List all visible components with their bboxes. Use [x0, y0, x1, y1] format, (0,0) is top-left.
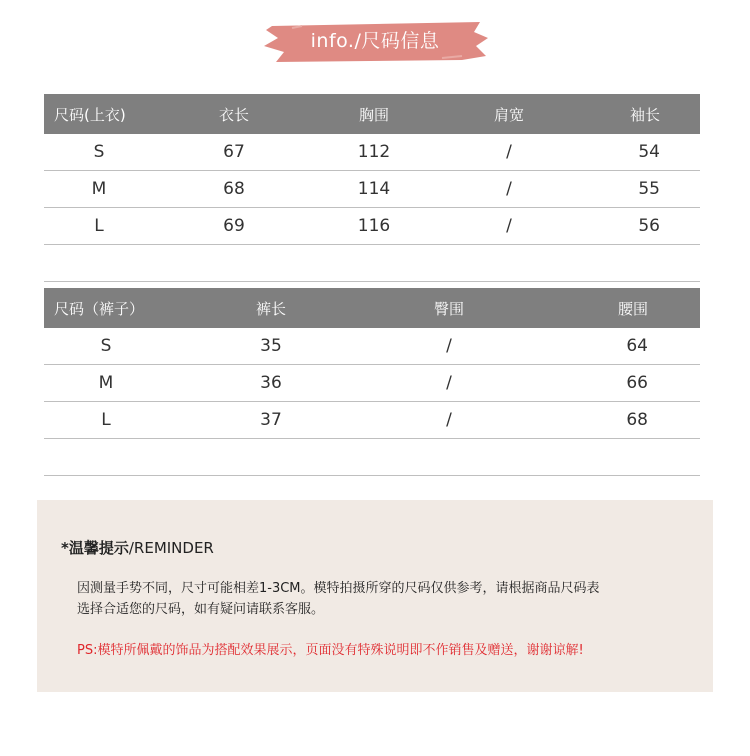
header-length: 裤长: [255, 299, 286, 318]
cell-size: L: [94, 216, 104, 236]
banner-title: info./尺码信息: [310, 30, 440, 52]
cell-size: M: [98, 373, 114, 393]
table-row: [44, 365, 700, 402]
cell-chest: 112: [357, 142, 391, 162]
header-size: 尺码(上衣): [54, 105, 126, 124]
reminder-title-en: /REMINDER: [128, 539, 214, 557]
cell-length: 67: [223, 142, 245, 162]
cell-shoulder: /: [506, 179, 512, 199]
cell-size: S: [93, 142, 105, 162]
cell-sleeve: 55: [638, 179, 660, 199]
header-chest: 胸围: [358, 105, 389, 124]
tops-size-table: [44, 94, 700, 282]
cell-waist: 64: [626, 336, 648, 356]
table-row: [44, 402, 700, 439]
pants-size-table: [44, 288, 700, 476]
reminder-text-line-1: 因测量手势不同，尺寸可能相差1-3CM。模特拍摄所穿的尺码仅供参考，请根据商品尺码表: [77, 581, 600, 596]
cell-length: 68: [223, 179, 245, 199]
cell-length: 37: [260, 410, 282, 430]
cell-size: S: [100, 336, 112, 356]
size-info-banner: [0, 18, 750, 64]
cell-length: 69: [223, 216, 245, 236]
table-row: [44, 328, 700, 365]
table-row: [44, 171, 700, 208]
cell-hip: /: [446, 410, 452, 430]
header-shoulder: 肩宽: [493, 105, 524, 124]
reminder-ps-note: PS:模特所佩戴的饰品为搭配效果展示，页面没有特殊说明即不作销售及赠送，谢谢谅解!: [77, 643, 584, 658]
table-row: [44, 208, 700, 245]
cell-length: 36: [260, 373, 282, 393]
table-header: [44, 94, 700, 134]
cell-waist: 66: [626, 373, 648, 393]
reminder-title: [61, 537, 214, 558]
table-row: [44, 134, 700, 171]
reminder-title-cn: *温馨提示: [61, 539, 129, 557]
table-empty-row: [44, 439, 700, 476]
header-size: 尺码（裤子）: [54, 299, 145, 318]
cell-waist: 68: [626, 410, 648, 430]
cell-hip: /: [446, 373, 452, 393]
header-waist: 腰围: [617, 299, 648, 318]
cell-length: 35: [260, 336, 282, 356]
cell-size: M: [91, 179, 107, 199]
cell-sleeve: 54: [638, 142, 660, 162]
table-empty-row: [44, 245, 700, 282]
header-sleeve: 袖长: [629, 105, 660, 124]
cell-size: L: [101, 410, 111, 430]
cell-chest: 114: [357, 179, 391, 199]
cell-hip: /: [446, 336, 452, 356]
header-length: 衣长: [218, 105, 249, 124]
reminder-panel: [37, 500, 713, 692]
cell-sleeve: 56: [638, 216, 660, 236]
reminder-text-line-2: 选择合适您的尺码，如有疑问请联系客服。: [77, 602, 325, 617]
table-header: [44, 288, 700, 328]
header-hip: 臀围: [433, 299, 464, 318]
cell-chest: 116: [357, 216, 391, 236]
cell-shoulder: /: [506, 216, 512, 236]
cell-shoulder: /: [506, 142, 512, 162]
